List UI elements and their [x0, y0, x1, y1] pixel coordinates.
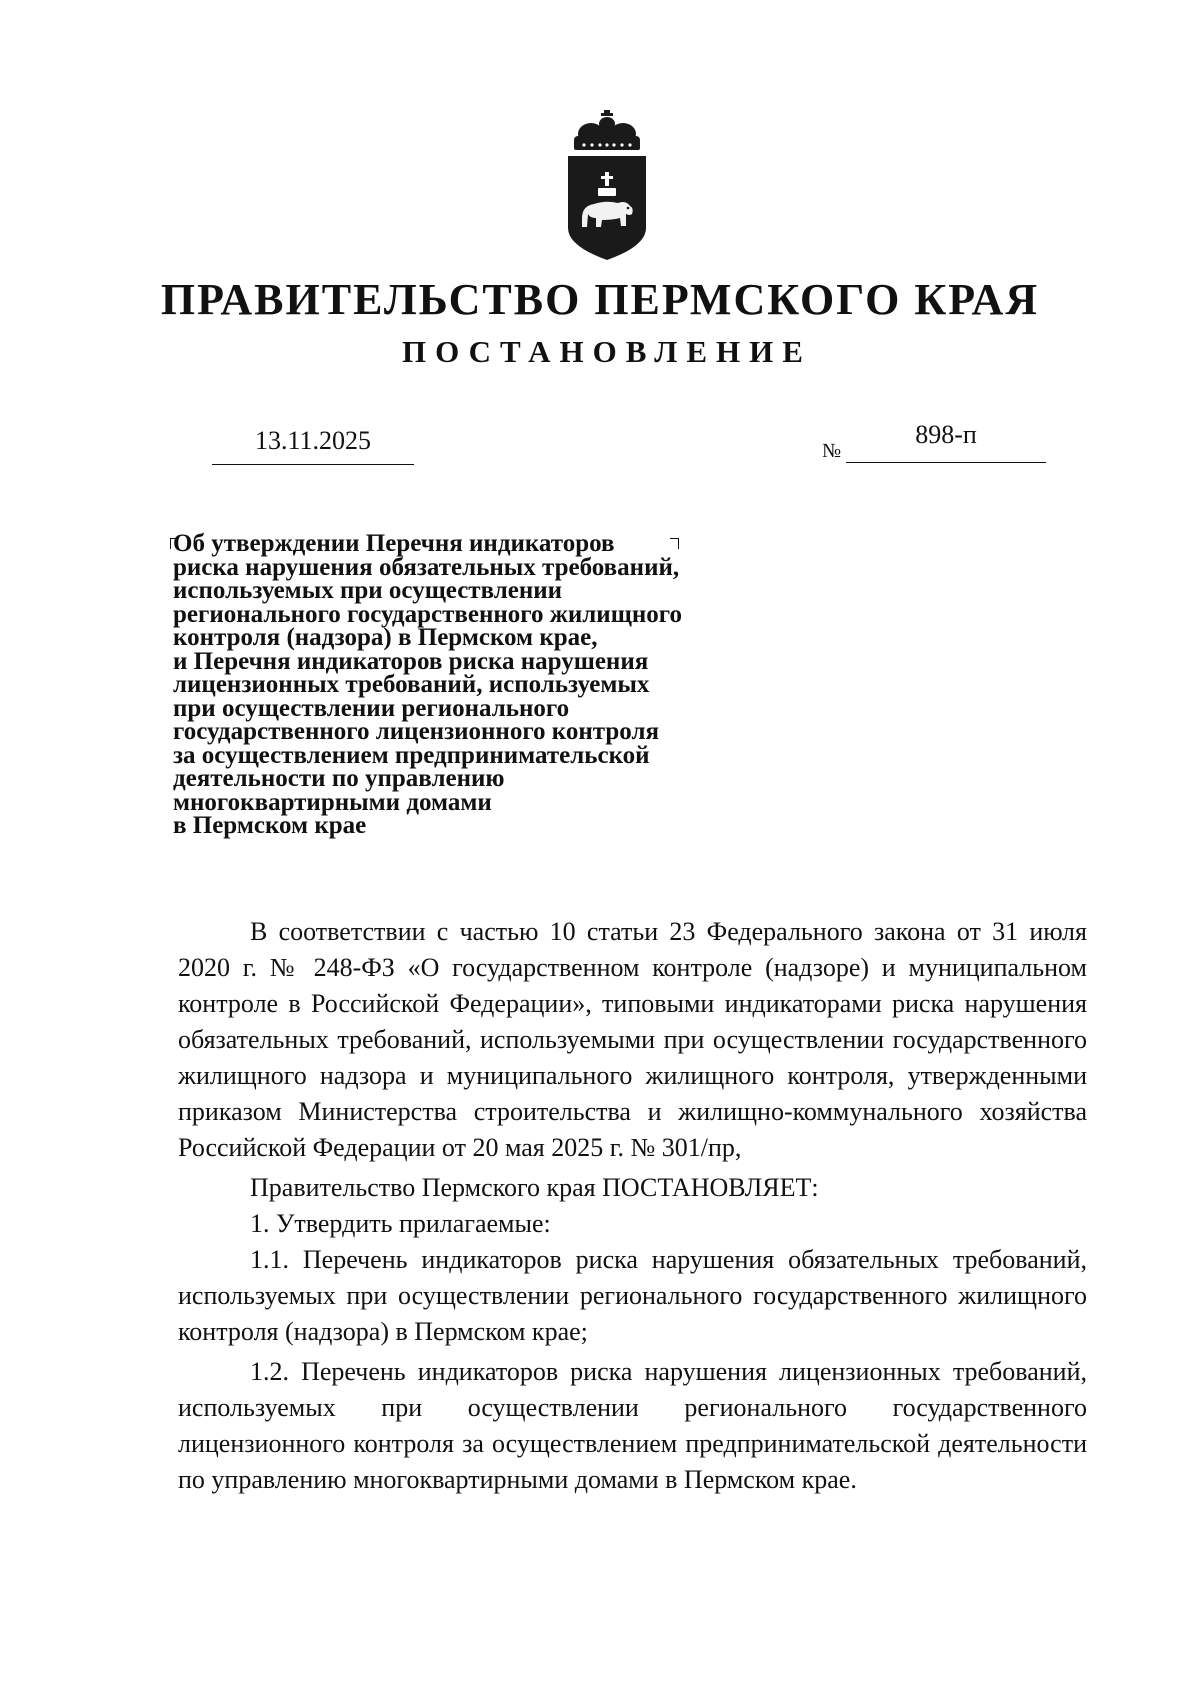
document-date-field [212, 422, 414, 465]
subject-line: и Перечня индикаторов риска нарушения [173, 647, 649, 675]
item-1-2-paragraph: 1.2. Перечень индикаторов риска нарушения лицензионных требований, используемых при осуществлении регионального государственного лицензионного контроля за осуществлением предпринимательской деятельности по управлению многоквартирными домами в Пермском крае. [178, 1357, 1087, 1494]
subject-line: Об утверждении Перечня индикаторов [173, 530, 615, 557]
document-type: ПОСТАНОВЛЕНИЕ [402, 334, 812, 369]
subject-line: в Пермском крае [173, 812, 367, 839]
subject-line: регионального государственного жилищного [173, 600, 682, 628]
subject-line: при осуществлении регионального [173, 694, 570, 722]
document-number-field [846, 418, 1046, 463]
item-1-1-paragraph: 1.1. Перечень индикаторов риска нарушения обязательных требований, используемых при осуществлении регионального государственного жилищного контроля (надзора) в Пермском крае; [178, 1245, 1087, 1346]
perm-krai-coat-of-arms-icon [560, 110, 654, 260]
subject-line: деятельности по управлению [173, 765, 505, 792]
government-title: ПРАВИТЕЛЬСТВО ПЕРМСКОГО КРАЯ [160, 275, 1040, 324]
preamble-paragraph: В соответствии с частью 10 статьи 23 Федерального закона от 31 июля 2020 г. № 248-ФЗ «О государственном контроле (надзоре) и муниципальном контроле в Российской Федерации», типовыми индикаторами риска нарушения обязательных требований, используемыми при осуществлении государственного жилищного надзора и муниципального жилищного контроля, утвержденными приказом Министерства строительства и жилищно-коммунального хозяйства Российской Федерации от 20 мая 2025 г. № 301/пр, [178, 917, 1087, 1162]
subject-line: используемых при осуществлении [173, 577, 563, 604]
subject-line: риска нарушения обязательных требований, [173, 553, 680, 581]
document-body [178, 914, 1087, 1498]
subject-line: лицензионных требований, используемых [173, 671, 650, 698]
number-sign: № [822, 440, 842, 462]
document-subject [173, 532, 793, 838]
subject-line: многоквартирными домами [173, 788, 492, 816]
item-1-paragraph: 1. Утвердить прилагаемые: [250, 1209, 551, 1238]
subject-line: за осуществлением предпринимательской [173, 741, 650, 769]
document-number: 898-п [915, 420, 977, 449]
subject-line: контроля (надзора) в Пермском крае, [173, 624, 598, 651]
subject-line: государственного лицензионного контроля [173, 718, 659, 745]
document-date: 13.11.2025 [254, 426, 372, 455]
resolves-paragraph: Правительство Пермского края ПОСТАНОВЛЯЕТ: [250, 1173, 819, 1202]
